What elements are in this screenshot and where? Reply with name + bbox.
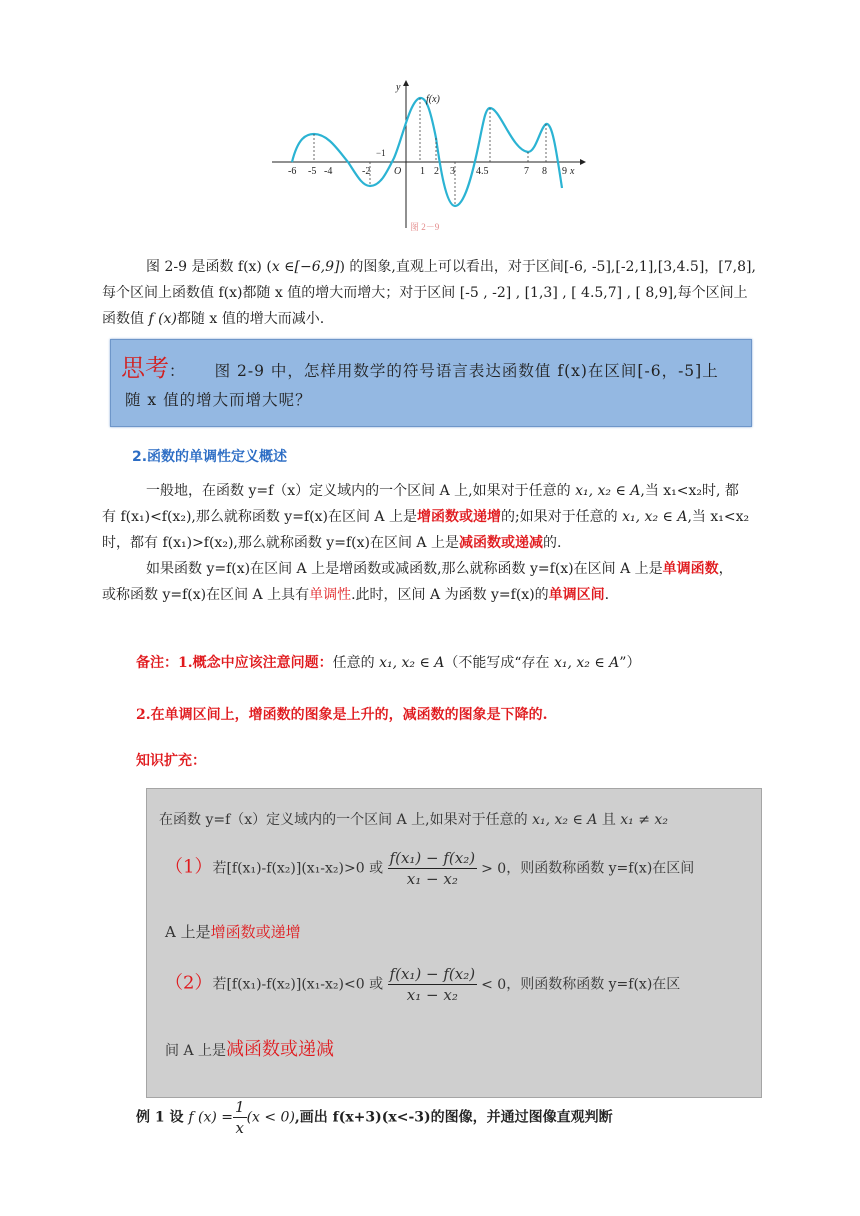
def-line-3: [102, 530, 762, 556]
text: 若[f(x₁)-f(x₂)](x₁-x₂)>0 或: [212, 860, 388, 877]
highlight: 增函数或递增: [210, 923, 301, 941]
text: 或称函数 y=f(x)在区间 A 上具有: [102, 587, 310, 603]
highlight: 减函数或递减: [458, 535, 543, 551]
text: 一般地，在函数 y=f（x）定义域内的一个区间 A 上,如果对于任意的: [146, 483, 576, 499]
x-axis-arrow: [580, 159, 586, 165]
highlight: 单调区间: [548, 587, 605, 603]
text: ”）: [619, 655, 641, 671]
text: 若[f(x₁)-f(x₂)](x₁-x₂)<0 或: [212, 976, 388, 993]
text: 在函数 y=f（x）定义域内的一个区间 A 上,如果对于任意的: [159, 812, 533, 828]
text: A 上是: [165, 923, 211, 941]
text: 的.: [542, 535, 562, 551]
note-3: 知识扩充：: [136, 753, 206, 769]
intro-line-3: [102, 306, 762, 332]
tick-label: 3: [450, 166, 455, 177]
tick-label: -4: [324, 166, 333, 177]
math: x ∈[−6,9]: [271, 259, 340, 275]
tick-label: 1: [420, 166, 425, 177]
think-title: 思考: [121, 354, 169, 382]
text: 且: [597, 812, 621, 828]
denominator: x: [235, 1119, 245, 1137]
curve-fx: [292, 98, 562, 206]
math: x₁, x₂ ∈ A: [575, 483, 641, 499]
tick-label: -5: [308, 166, 317, 177]
math: f (x): [148, 311, 177, 327]
text: 时，都有 f(x₁)>f(x₂),那么就称函数 y=f(x)在区间 A 上是: [102, 535, 459, 551]
text: 都随 x 值的增大而减小.: [176, 311, 325, 327]
math: x₁ ≠ x₂: [620, 812, 668, 828]
math: x₁, x₂ ∈ A: [532, 812, 598, 828]
fraction: [388, 965, 478, 1004]
highlight: 单调函数: [662, 561, 719, 577]
text: ,当 x₁<x₂: [687, 509, 750, 525]
knowledge-box: [146, 788, 762, 1098]
y-axis-label: y: [396, 82, 401, 93]
text: ：: [169, 362, 186, 380]
think-line-1: [121, 348, 719, 383]
text: 间 A 上是: [165, 1043, 227, 1059]
think-text-1: 图 2-9 中，怎样用数学的符号语言表达函数值 f(x)在区间[-6，-5]上: [214, 362, 719, 380]
box-case-1-line-2: [165, 921, 301, 942]
math: x₁, x₂ ∈ A: [553, 655, 620, 671]
highlight: 增函数或递增: [416, 509, 501, 525]
highlight: 减函数或递减: [226, 1039, 335, 1060]
denominator: x₁ − x₂: [406, 870, 458, 888]
text: 例 1 设: [136, 1109, 189, 1126]
denominator: x₁ − x₂: [406, 986, 458, 1004]
def-line-1: [102, 478, 762, 504]
text: 备注：1.概念中应该注意问题：: [136, 655, 333, 671]
section-title: 2.函数的单调性定义概述: [132, 449, 288, 465]
box-case-2: [165, 965, 680, 1004]
text: （不能写成“存在: [444, 655, 554, 671]
highlight: 单调性: [309, 587, 352, 603]
tick-label: 2: [434, 166, 439, 177]
think-text-2: 随 x 值的增大而增大呢？: [125, 391, 312, 409]
tick-label: -6: [288, 166, 297, 177]
numerator: f(x₁) − f(x₂): [389, 849, 476, 867]
math: x₁, x₂ ∈ A: [622, 509, 688, 525]
text: 的;如果对于任意的: [500, 509, 623, 525]
origin-label: O: [394, 166, 402, 177]
note-1: [136, 652, 640, 672]
text: 函数值: [102, 311, 149, 327]
case-number: （2）: [165, 972, 213, 994]
function-graph: [268, 78, 588, 238]
text: ,当 x₁<x₂时, 都: [640, 483, 739, 499]
tick-label: 4.5: [476, 166, 489, 177]
text: 图 2-9 是函数 f(x) (: [146, 259, 272, 275]
def-line-2: [102, 504, 762, 530]
text: ) 的图象,直观上可以看出，对于区间[-6, -5],[-2,1],[3,4.5]，[7,8],: [339, 259, 756, 275]
tick-label: -2: [362, 166, 371, 177]
text: 如果函数 y=f(x)在区间 A 上是增函数或减函数,那么就称函数 y=f(x)在区间 A 上是: [146, 561, 663, 577]
text: > 0: [481, 860, 507, 877]
tick-label: 8: [542, 166, 547, 177]
text: .: [604, 587, 610, 603]
tick-label: 9: [562, 166, 567, 177]
note-2: 2.在单调区间上，增函数的图象是上升的，减函数的图象是下降的.: [136, 707, 548, 723]
text: ,画出 f(x+3)(x<-3)的图像，并通过图像直观判断: [294, 1109, 613, 1126]
intro-paragraph: [102, 254, 762, 332]
box-case-2-line-2: [165, 1035, 334, 1061]
fraction: [233, 1098, 247, 1137]
think-box: [110, 339, 752, 427]
def-line-4: [102, 556, 762, 582]
curve-label: f(x): [426, 94, 440, 105]
numerator: f(x₁) − f(x₂): [389, 965, 476, 983]
def-line-5: [102, 582, 762, 608]
intro-line-1: [102, 254, 762, 280]
case-number: （1）: [165, 856, 213, 878]
example-1: [136, 1098, 613, 1137]
y-axis-arrow: [403, 80, 409, 86]
tick-label: 7: [524, 166, 529, 177]
text: ，: [718, 561, 733, 577]
text: < 0: [481, 976, 507, 993]
text: 有 f(x₁)<f(x₂),那么就称函数 y=f(x)在区间 A 上是: [102, 509, 417, 525]
fraction: [388, 849, 478, 888]
numerator: 1: [235, 1098, 245, 1116]
math: x₁, x₂ ∈ A: [379, 655, 445, 671]
box-line-1: [159, 809, 668, 829]
text: ，则函数称函数 y=f(x)在区间: [506, 860, 695, 877]
text: 任意的: [332, 655, 380, 671]
x-axis-label: x: [570, 166, 575, 177]
figure-2-9: [268, 78, 588, 238]
text: ，则函数称函数 y=f(x)在区: [506, 976, 681, 993]
box-case-1: [165, 849, 694, 888]
minus-one-label: −1: [376, 148, 386, 158]
text: .此时，区间 A 为函数 y=f(x)的: [351, 587, 549, 603]
tick-labels: [288, 82, 575, 232]
intro-line-2: 每个区间上函数值 f(x)都随 x 值的增大而增大；对于区间 [-5 , -2] , [1,3] , [ 4.5,7] , [ 8,9],每个区间上: [102, 285, 748, 301]
definition-paragraph: [102, 478, 762, 608]
figure-caption: 图 2－9: [410, 222, 440, 232]
math: f (x) =: [188, 1109, 234, 1126]
math: (x < 0): [246, 1109, 295, 1126]
